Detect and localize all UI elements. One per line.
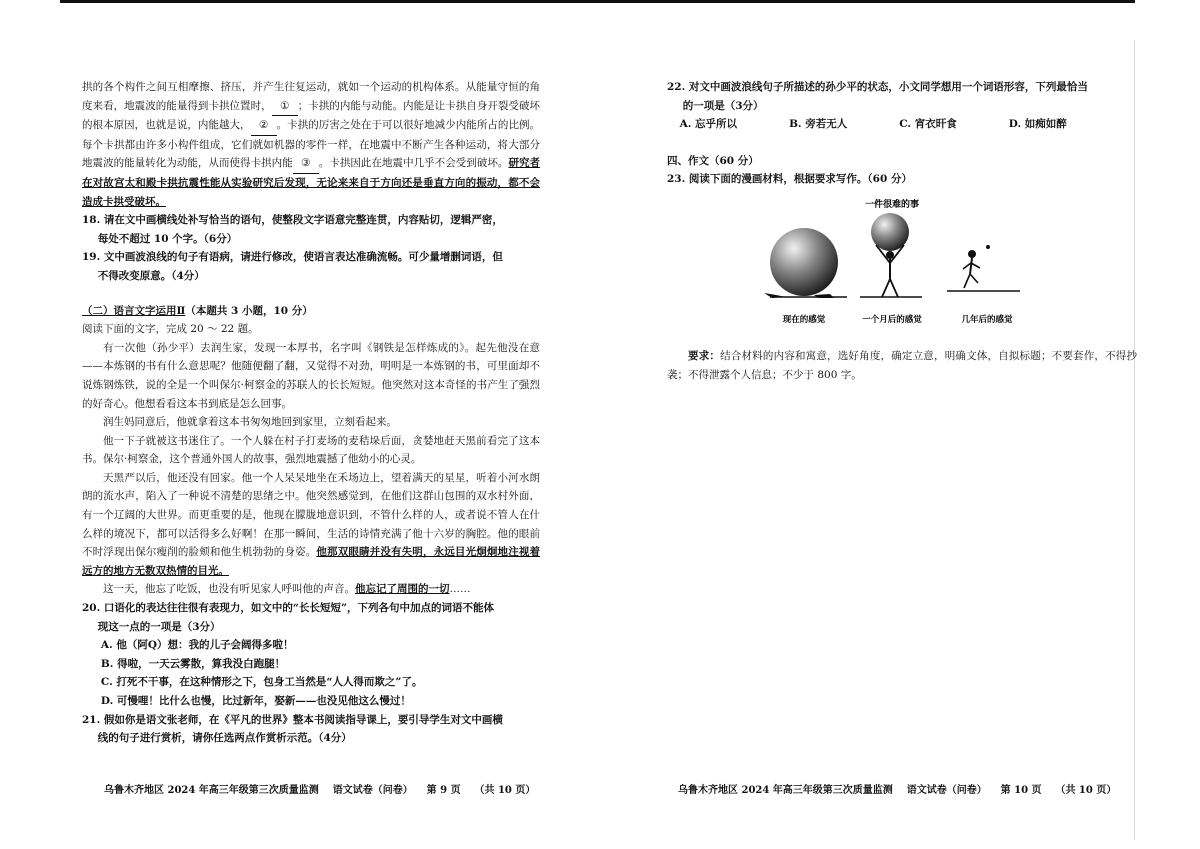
section-2-heading: （二）语言文字运用Ⅱ（本题共 3 小题，10 分） — [82, 304, 313, 317]
blank-1: ① — [272, 97, 298, 117]
left-page-footer: 乌鲁木齐地区 2024 年高三年级第三次质量监测 语文试卷（问卷） 第 9 页 （共 10 页） — [104, 785, 536, 796]
person-icon — [886, 251, 894, 259]
q22-options — [680, 115, 1137, 134]
section-2-intro: 阅读下面的文字，完成 20 ～ 22 题。 — [82, 323, 259, 336]
boulder-icon — [770, 228, 838, 296]
q20-option-b: B. 得啦，一天云雾散，算我没白跑腿！ — [100, 657, 286, 670]
question-21: 21. 假如你是语文张老师，在《平凡的世界》整本书阅读指导课上，要引导学生对文中画横 — [82, 713, 503, 726]
passage-line: 恒的角度来看，地震波的能量得到卡拱位置时， — [82, 81, 541, 112]
question-19-cont: 不得改变原意。（4分） — [97, 269, 205, 282]
blank-3: ③ — [293, 154, 319, 174]
question-18-cont: 每处不超过 10 个字。（6分） — [97, 232, 238, 245]
question-20-cont: 现这一点的一项是（3分） — [97, 620, 221, 633]
story-paragraph: 他一下子就被这书迷住了。一个人躲在村子打麦场的麦秸垛后面，贪婪地赶天黑前看完了这本书。保尔·柯察金，这个普通外国人的故事，强烈地震撼了他幼小的心灵。 — [82, 434, 540, 466]
story-paragraph: 润生妈同意后，他就拿着这本书匆匆地回到家里，立刻看起来。 — [103, 416, 397, 429]
left-page — [82, 78, 540, 748]
comic-caption-3: 几年后的感觉 — [961, 315, 1013, 325]
question-22: 22. 对文中画波浪线句子所描述的孙少平的状态，小文同学想用一个词语形容，下列最恰当 — [667, 81, 1088, 93]
comic-panel-month — [860, 213, 922, 297]
wavy-sentence: 他那双眼睛并没有失明，永远目光炯炯地注视着远方的地方无数双热情的目光。 — [82, 546, 541, 577]
story-paragraph: 有一次他（孙少平）去润生家，发现一本厚书，名字叫《钢铁是怎样炼成的》。起先他没在意——本炼钢的书有什么意思呢？他随便翻了翻，又觉得不对劲，明明是一本炼钢的书，可里面却不说炼钢炼铁，说的全是一个叫保尔·柯察金的苏联人的长长短短。他突然对这本奇怪的书产生了强烈的好奇心。他想看看这本书到底是怎么回事。 — [82, 341, 540, 410]
q22-option-b: B. 旁若无人 — [789, 118, 848, 131]
blank-2: ② — [251, 116, 277, 136]
section-4-heading: 四、作文（60 分） — [667, 154, 759, 167]
passage-line: 少内能所占的比例。每个卡拱都由许多小构件组成，它们就如机器的零件一样，在地震中不 — [82, 119, 541, 151]
underlined-sentence: 他忘记了周围的一切 — [355, 583, 450, 596]
passage-line: 断产生各种运动，将大部分地震波的能量转化为动能，从而使得卡拱内能 — [82, 138, 540, 170]
story-paragraph: 天黑严以后，他还没有回家。他一个人呆呆地坐在禾场边上，望着满天的星星，听着小河水朗朗的流水声，陷入了一种说不清楚的思绪之中。他突然感觉到，在他们这群山包围的双水村外面，有一个辽阔的大世界。而更重要的是，他现在朦胧地意识到，不管什么样的人，或者说不管人在什么样的境况下，都可以活得多么好啊！在那一瞬间，生活的诗情充满了他十六岁的胸腔。他的眼前不时浮现出保尔瘦削的脸颊和他生机勃勃的身姿。他那双眼睛并没有失明，永远目光炯炯地注视着远方的地方无数双热情的目光。 — [82, 471, 541, 577]
q20-option-c: C. 打死不干事，在这种情形之下，包身工当然是“人人得而欺之”了。 — [100, 676, 423, 689]
passage-line: 。卡拱的厉害之处在于可以很好地减 — [276, 119, 446, 132]
passage-line: 地震中几乎不会受到破坏。 — [382, 157, 509, 170]
question-18: 18. 请在文中画横线处补写恰当的语句，使整段文字语意完整连贯，内容贴切，逻辑严密， — [82, 214, 503, 227]
comic-panel-years — [947, 245, 1020, 291]
pebble-icon — [986, 245, 990, 249]
q20-option-a: A. 他（阿Q）想：我的儿子会阔得多啦！ — [100, 639, 294, 652]
q22-option-d: D. 如痴如醉 — [1008, 118, 1067, 131]
comic-caption-1: 现在的感觉 — [782, 315, 826, 325]
question-22-cont: 的一项是（3分） — [682, 99, 764, 112]
right-page-footer: 乌鲁木齐地区 2024 年高三年级第三次质量监测 语文试卷（问卷） 第 10 页 （共 10 页） — [678, 785, 1117, 796]
comic-illustration — [742, 195, 1042, 330]
running-person-icon — [968, 250, 976, 258]
passage-line: 身开裂受破坏的根本原因，也就是说，内能越大， — [82, 99, 541, 132]
top-border — [60, 0, 1135, 3]
comic-panel-now — [764, 228, 847, 298]
q20-option-d: D. 可慢哩！比什么也慢，比过新年，娶新——也没见他这么慢过！ — [100, 695, 411, 707]
comic-title: 一件很难的事 — [864, 200, 920, 210]
q22-option-a: A. 忘乎所以 — [679, 118, 738, 131]
question-21-cont: 线的句子进行赏析，请你任选两点作赏析示范。（4分） — [97, 732, 352, 745]
question-19: 19. 文中画波浪线的句子有语病，请进行修改，使语言表达准确流畅。可少量增删词语，但 — [82, 251, 503, 264]
wavy-sentence: 来来自于方向还是垂直方向的振动，都不会造成卡拱受破坏。 — [82, 176, 541, 208]
question-20: 20. 口语化的表达往往很有表现力，如文中的“长长短短”，下列各句中加点的词语不能体 — [82, 602, 495, 615]
story-paragraph: 这一天，他忘了吃饭，也没有听见家人呼叫他的声音。他忘记了周围的一切…… — [103, 583, 471, 596]
passage-paragraph — [82, 78, 540, 211]
wavy-sentence: 研究者在对故宫太和殿卡拱抗震性能从实验研究后发现，无论 — [82, 157, 541, 189]
q22-option-c: C. 宵衣旰食 — [899, 118, 957, 131]
comic-caption-2: 一个月后的感觉 — [862, 315, 922, 325]
passage-line: 。卡拱因此在 — [318, 157, 382, 170]
passage-line: 拱的各个构件之间互相摩擦、挤压，并产生往复运动，就如一个运动的机构体系。从能量守 — [82, 81, 509, 93]
passage-line: ；卡拱的内能与动能。内能是让卡拱自 — [297, 99, 477, 112]
question-23: 23. 阅读下面的漫画材料，根据要求写作。（60 分） — [667, 173, 912, 186]
writing-requirement: 要求：结合材料的内容和寓意，选好角度，确定立意，明确文体，自拟标题；不要套作，不得抄袭；不得泄露个人信息；不少于 800 字。 — [667, 349, 1138, 381]
